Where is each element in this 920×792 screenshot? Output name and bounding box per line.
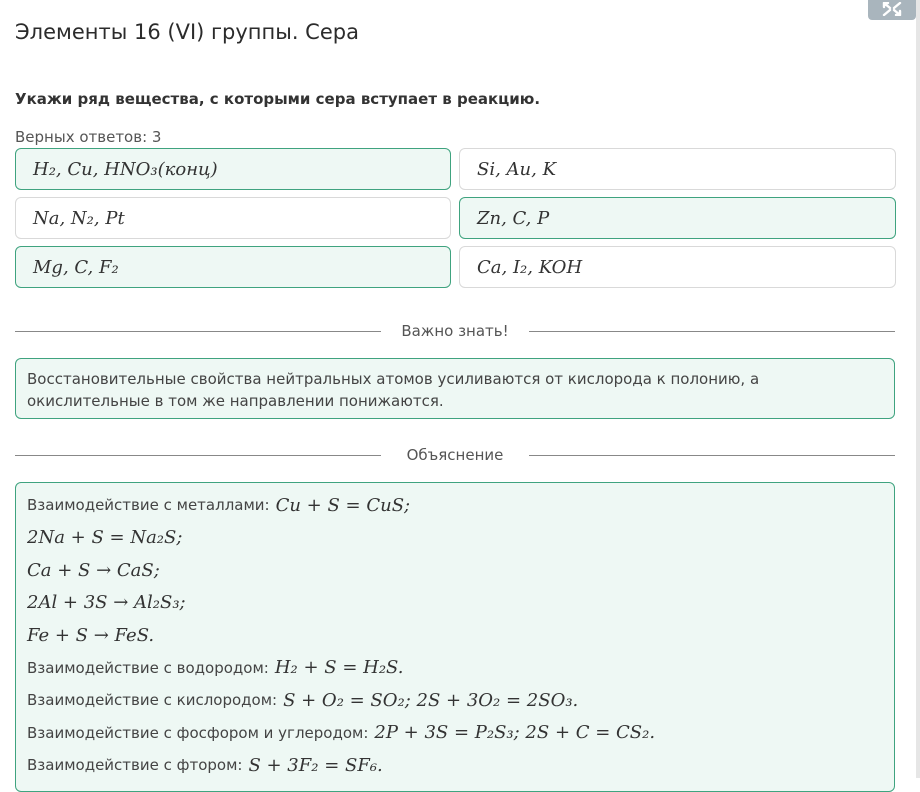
equation: Fe + S → FeS. xyxy=(27,624,155,646)
answer-option[interactable] xyxy=(15,197,451,239)
answer-option-label: H₂, Cu, HNO₃(конц) xyxy=(33,158,218,180)
equation: Ca + S → CaS; xyxy=(27,559,160,581)
explanation-prefix: Взаимодействие с фосфором и углеродом: xyxy=(27,723,369,742)
important-heading: Важно знать! xyxy=(401,322,509,340)
explanation-line xyxy=(27,652,883,685)
question-text: Укажи ряд вещества, с которыми сера вступает в реакцию. xyxy=(15,90,541,108)
page-title: Элементы 16 (VI) группы. Сера xyxy=(15,20,359,44)
equation: 2Na + S = Na₂S; xyxy=(27,527,183,549)
equation: H₂ + S = H₂S. xyxy=(274,657,404,679)
equation: Cu + S = CuS; xyxy=(275,494,411,516)
answer-options xyxy=(15,148,896,288)
answer-option-label: Si, Au, K xyxy=(477,158,557,180)
answer-option-label: Na, N₂, Pt xyxy=(33,207,125,229)
explanation-box xyxy=(15,482,895,792)
answer-option[interactable] xyxy=(15,148,451,190)
expand-button[interactable] xyxy=(868,0,916,20)
explanation-divider xyxy=(15,445,895,465)
explanation-line xyxy=(27,587,883,620)
divider-line xyxy=(15,331,381,332)
equation: S + 3F₂ = SF₆. xyxy=(248,754,383,776)
answer-option-label: Ca, I₂, KOH xyxy=(477,256,583,278)
important-info-box xyxy=(15,358,895,419)
explanation-prefix: Взаимодействие с фтором: xyxy=(27,756,243,775)
explanation-line xyxy=(27,684,883,717)
important-divider xyxy=(15,321,895,341)
divider-line xyxy=(529,455,895,456)
expand-icon xyxy=(881,2,903,16)
scrollbar[interactable] xyxy=(916,0,920,778)
explanation-prefix: Взаимодействие с металлами: xyxy=(27,496,270,515)
explanation-heading: Объяснение xyxy=(406,446,504,464)
explanation-line xyxy=(27,554,883,587)
equation: S + O₂ = SO₂; 2S + 3O₂ = 2SO₃. xyxy=(283,689,579,711)
explanation-line xyxy=(27,522,883,555)
answer-option-label: Zn, C, P xyxy=(477,207,550,229)
equation: 2P + 3S = P₂S₃; 2S + C = CS₂. xyxy=(374,722,656,744)
explanation-line xyxy=(27,489,883,522)
explanation-line xyxy=(27,749,883,782)
divider-line xyxy=(15,455,381,456)
explanation-line xyxy=(27,619,883,652)
answer-option[interactable] xyxy=(459,148,896,190)
answer-option[interactable] xyxy=(459,246,896,288)
explanation-line xyxy=(27,717,883,750)
explanation-prefix: Взаимодействие с кислородом: xyxy=(27,691,278,710)
equation: 2Al + 3S → Al₂S₃; xyxy=(27,592,186,614)
important-text: Восстановительные свойства нейтральных атомов усиливаются от кислорода к полонию, а окислительные в том же направлении понижаются. xyxy=(27,370,760,410)
explanation-prefix: Взаимодействие с водородом: xyxy=(27,658,269,677)
answer-option-label: Mg, C, F₂ xyxy=(33,256,119,278)
correct-answers-count: Верных ответов: 3 xyxy=(15,128,162,146)
answer-option[interactable] xyxy=(459,197,896,239)
divider-line xyxy=(529,331,895,332)
answer-option[interactable] xyxy=(15,246,451,288)
